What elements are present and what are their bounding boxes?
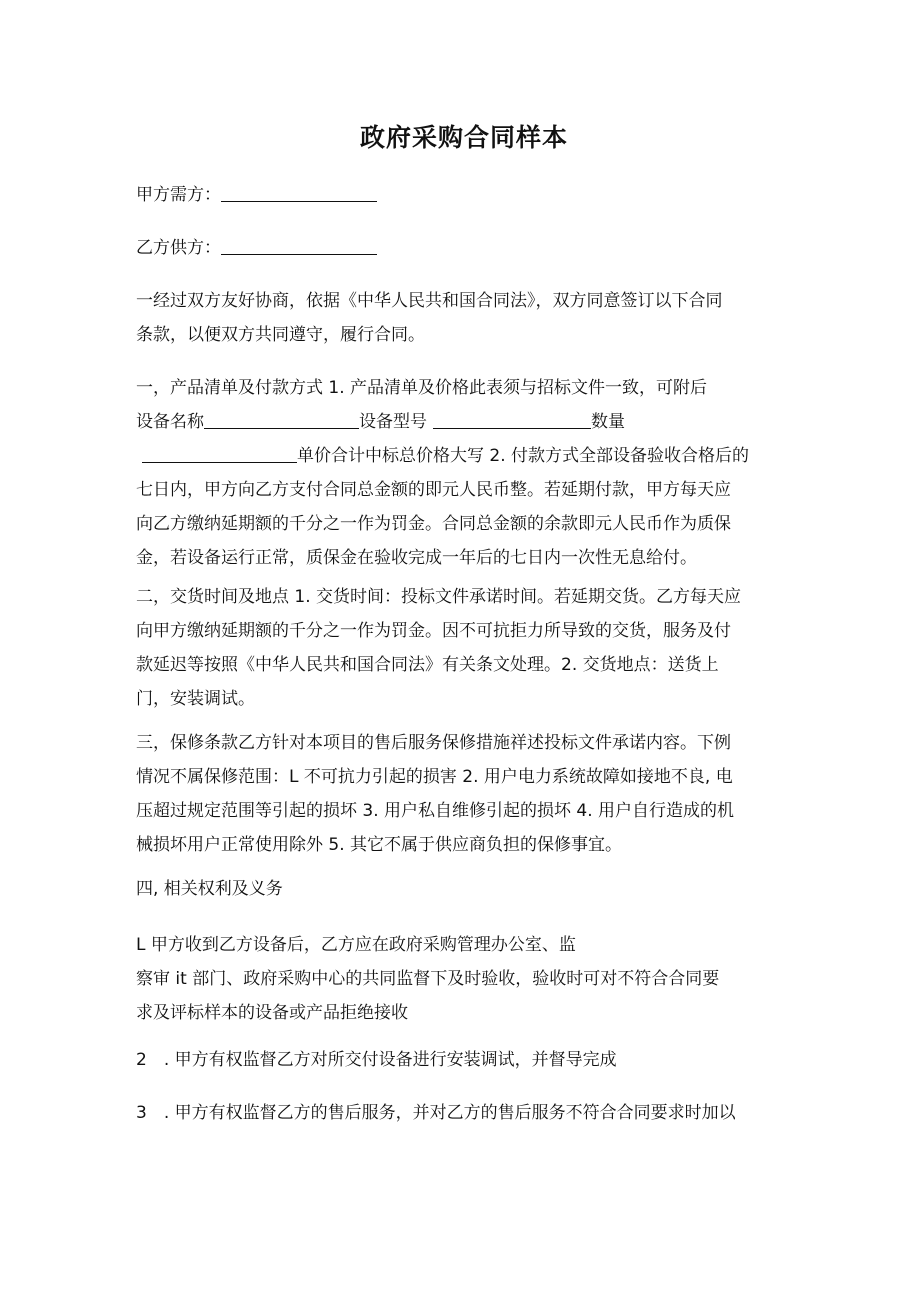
quantity-blank[interactable]: [142, 442, 297, 463]
section-4-item-2: 2 . 甲方有权监督乙方对所交付设备进行安装调试，并督导完成: [136, 1050, 617, 1070]
party-b-blank[interactable]: [221, 234, 377, 255]
section-4-line: 察审 it 部门、政府采购中心的共同监督下及时验收，验收时可对不符合合同要: [136, 969, 720, 989]
document-title: 政府采购合同样本: [359, 123, 568, 152]
party-b-line: [136, 231, 796, 265]
intro-line: 条款，以便双方共同遵守，履行合同。: [136, 325, 425, 345]
section-3-line: 情况不属保修范围：L 不可抗力引起的损害 2. 用户电力系统故障如接地不良, 电: [136, 767, 733, 787]
section-2-line: 门，安装调试。: [136, 689, 255, 709]
device-model-blank[interactable]: [433, 408, 591, 429]
device-name-label: 设备名称: [136, 412, 204, 432]
party-a-line: [136, 178, 796, 212]
section-1-fields-line: [136, 405, 796, 439]
device-name-blank[interactable]: [204, 408, 359, 429]
section-3-line: 三，保修条款乙方针对本项目的售后服务保修措施祥述投标文件承诺内容。下例: [136, 733, 731, 753]
section-1-line: 七日内，甲方向乙方支付合同总金额的即元人民币整。若延期付款，甲方每天应: [136, 480, 731, 500]
section-4-item-3: 3 . 甲方有权监督乙方的售后服务，并对乙方的售后服务不符合合同要求时加以: [136, 1103, 736, 1123]
party-a-blank[interactable]: [221, 181, 377, 202]
intro-line: 一经过双方友好协商，依据《中华人民共和国合同法》，双方同意签订以下合同: [136, 291, 723, 311]
section-1-line: [136, 439, 796, 473]
section-1-paragraph: [136, 371, 796, 575]
section-3-paragraph: [136, 726, 796, 862]
party-a-label: 甲方需方：: [136, 185, 221, 205]
section-2-line: 二，交货时间及地点 1. 交货时间：投标文件承诺时间。若延期交货。乙方每天应: [136, 587, 742, 607]
section-4-title: 四, 相关权利及义务: [136, 879, 283, 899]
section-4-item-1: [136, 928, 796, 1030]
section-4-line: L 甲方收到乙方设备后，乙方应在政府采购管理办公室、监: [136, 935, 576, 955]
section-1-line: 金，若设备运行正常，质保金在验收完成一年后的七日内一次性无息给付。: [136, 548, 697, 568]
section-1-line: 一，产品清单及付款方式 1. 产品清单及价格此表须与招标文件一致，可附后: [136, 378, 708, 398]
section-3-line: 压超过规定范围等引起的损坏 3. 用户私自维修引起的损坏 4. 用户自行造成的机: [136, 801, 735, 821]
quantity-label: 数量: [591, 412, 625, 432]
party-b-label: 乙方供方：: [136, 238, 221, 258]
section-4-line: 求及评标样本的设备或产品拒绝接收: [136, 1003, 408, 1023]
section-3-line: 械损坏用户正常使用除外 5. 其它不属于供应商负担的保修事宜。: [136, 835, 623, 855]
section-1-text: 单价合计中标总价格大写 2. 付款方式全部设备验收合格后的: [297, 446, 750, 466]
section-1-line: 向乙方缴纳延期额的千分之一作为罚金。合同总金额的余款即元人民币作为质保: [136, 514, 731, 534]
section-2-line: 款延迟等按照《中华人民共和国合同法》有关条文处理。2. 交货地点：送货上: [136, 655, 719, 675]
intro-paragraph: [136, 284, 796, 352]
section-2-paragraph: [136, 580, 796, 716]
section-2-line: 向甲方缴纳延期额的千分之一作为罚金。因不可抗拒力所导致的交货，服务及付: [136, 621, 731, 641]
device-model-label: 设备型号: [359, 412, 427, 432]
